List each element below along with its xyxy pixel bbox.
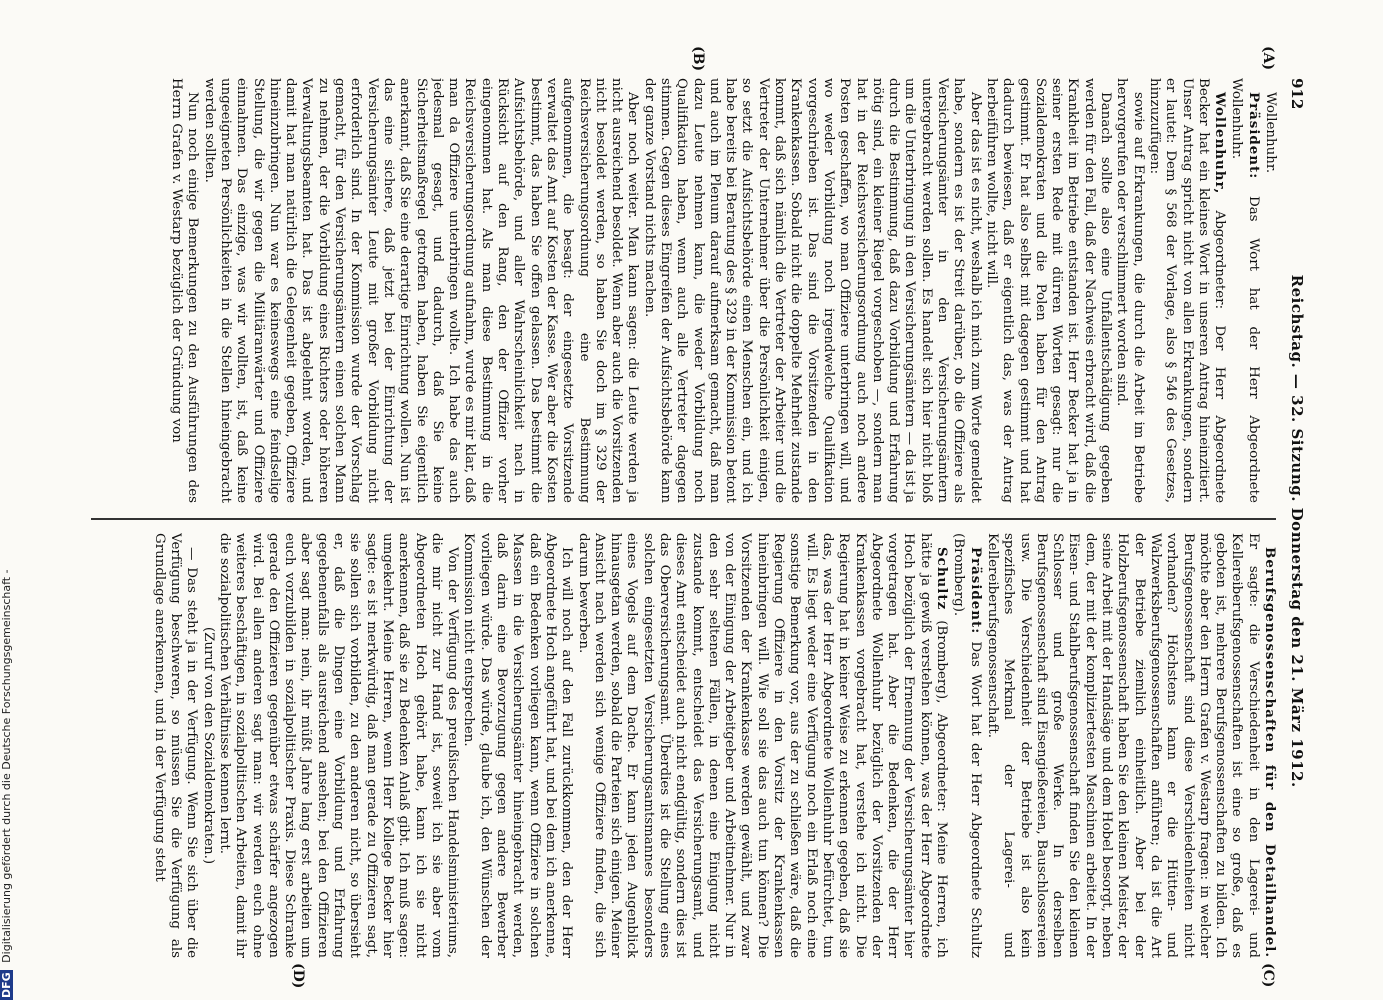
paragraph-text: Das Wort hat der Herr Abgeordnete Wollenhuhr. [1229,78,1261,503]
paragraph-text: Von der Verfügung des preußischen Handelsministeriums, die mir nicht zur Hand ist, soweit ich sie aber vom Abgeordneten Hoch gehört habe, kann ich sie nicht anerkennen, daß sie zu Bedenken Anlaß gibt. Ich muß sagen: umgekehrt. Meine Herren, wenn Herr Kollege Becker hier sagte: es ist merkwürdig, daß man gerade zu Offizieren sagt, sie sollen sich vorbilden, zu den anderen nicht, so übersieht er, daß die Dingen eine Vorbildung und Erfahrung gegebenenfalls als ausreichend ansehen; bei den Offizieren aber sagt man: nein, ihr müßt Jahre lang erst arbeiten um euch vorzubilden in sozialpolitischer Praxis. Diese Schranke gerade den Offizieren gegenüber etwas schärfer angezogen wird. Bei allen anderen sagt man: wir werden euch ohne weiteres beschäftigen, in sozialpolitischen Arbeiten, damit ihr die sozialpolitischen Verhältnisse kennen lernt. [217,533,461,958]
rotated-page-content [66,46,1306,989]
page-number: 912 [1288,78,1306,110]
paragraph [200,78,640,503]
page-header [1284,78,1306,983]
paragraph [574,533,950,958]
paragraph-text: Das Wort hat der Herr Abgeordnete Schultz (Bromberg). [951,533,983,958]
paragraph-text: Ich will noch auf den Fall zurückkommen, den der Herr Abgeordnete Hoch angeführt hat, und bei dem ich anerkenne, daß ein Bedenken vorliegen kann, wenn Offiziere in solchen Massen in die Versicherungsämter hineingebracht werden, daß darin eine Bevorzugung gegen andere Bewerber vorliegen würde. Das würde, glaube ich, den Wünschen der Kommission nicht entsprechen. [461,533,575,958]
speaker-name: Schultz [934,547,951,611]
paragraph [950,533,984,958]
paragraph-text: Aber noch weiter. Man kann sagen: die Leute werden ja nicht ausreichend besoldet. Wenn aber auch die Vorsitzenden nicht besoldet werden, so haben Sie doch im § 329 der Reichsversicherungsordnung eine Bestimmung aufgenommen, die besagt: der eingesetzte Vorsitzende verwaltet das Amt auf Kosten der Kasse. Wer aber die Kosten bestimmt, das haben Sie offen gelassen. Das bestimmt die Aufsichtsbehörde, und aller Wahrscheinlichkeit nach in Rücksicht auf den Rang, den der Offizier vorher eingenommen hat. Als man diese Bestimmung in die Reichsversicherungsordnung aufnahm, wurde es mir klar, daß man da Offiziere unterbringen wollte. Ich habe das auch jedesmal gesagt, und dadurch, daß Sie keine Sicherheitsmaßregel getroffen haben, haben Sie eigentlich anerkannt, daß Sie eine derartige Einrichtung wollen. Nun ist das eine sichere, daß jetzt bei der Einrichtung der Versicherungsämter Leute mit großer Vorbildung nicht erforderlich sind. In der Kommission wurde der Vorschlag gemacht, für den Versicherungsämtern einen solchen Mann zu nehmen, der die Vorbildung eines Richters oder höheren Verwaltungsbeamten hat. Das ist abgelehnt worden, und damit hat man natürlich die Gelegenheit gegeben, Offiziere hineinzubringen. Nun war es keineswegs eine feindselige Stellung, die wir gegen die Militäranwärter und Offiziere einnahmen. Das einzige, was wir wollten, ist, daß keine ungeeigneten Persönlichkeiten in die Stellen hineingebracht werden sollten. [201,78,641,503]
margin-marker-a: (A) [1260,46,1276,71]
paragraph-text: Danach sollte also eine Unfallentschädigung gegeben werden für den Fall, daß der Nachweis erbracht wird, daß die Krankheit im Betriebe entstanden ist. Herr Becker hat ja in seiner ersten Rede mit dürren Worten gesagt: nur die Sozialdemokraten und die Polen haben für den Antrag gestimmt. Er hat also selbst mit dagegen gestimmt und hat dadurch bewiesen, daß er eigentlich das, was der Antrag herbeiführen wollte, nicht will. [983,78,1114,503]
margin-marker-c: (C) [1260,963,1276,988]
paragraph [984,533,1278,958]
paragraph-text: sowie auf Erkrankungen, die durch die Arbeit im Betriebe hervorgerufen oder verschlimmert worden sind. [1114,78,1146,503]
paragraph [168,78,201,503]
speaker-name: Wollenhuhr, [1212,92,1229,195]
speaker-name: Präsident: [967,547,984,635]
paragraph [216,533,460,958]
paragraph [1228,78,1262,503]
paragraph [1146,78,1228,503]
paragraph-text: Er sagte: die Verschiedenheit in den Lagerei- und Kellereiberufsgenossenschaften ist eine so große, daß es geboten ist, mehrere Berufsgenossenschaften zu bilden. Ich möchte aber den Herrn Grafen v. Westarp fragen: in welcher Berufsgenossenschaft sind diese Verschiedenheiten nicht vorhanden? Höchstens kann er die Hütten- und Walzwerksberufsgenossenschaften anführen; da ist die Art der Betriebe ziemlich einheitlich. Aber bei der Holzberufsgenossenschaft haben Sie den kleinen Meister, der seine Arbeit mit der Handsäge und dem Hobel besorgt, neben dem, der mit der kompliziertesten Maschinen arbeitet. In der Eisen- und Stahlberufsgenossenschaft finden Sie den kleinen Schlosser und große Werke. In derselben Berufsgenossenschaft sind Eisengießereien, Bauschlossereien usw. Die Verschiedenheit der Betriebe ist also kein spezifisches Merkmal der Lagerei- und Kellereiberufsgenossenschaft. [984,533,1261,958]
margin-marker-b: (B) [690,46,706,72]
right-column-text [88,533,1278,958]
paragraph [1262,78,1278,503]
paragraph-text: Abgeordneter: Der Herr Abgeordnete Becker hat ein kleines Wort in unseren Antrag hineinzitiert. Unser Antrag spricht nicht von allen Erkrankungen, sondern er lautet: Dem § 568 der Vorlage, also § 546 des Gesetzes, hinzuzufügen: [1146,78,1228,503]
column-divider [91,518,1276,520]
paragraph [460,533,574,958]
speaker-name: Berufsgenossenschaften für den Detailhandel. [1262,547,1278,958]
footer-text: Digitalisierung gefördert durch die Deutsche Forschungsgemeinschaft - [0,569,13,963]
paragraph-text: Wollenhuhr. [1263,92,1278,174]
paragraph-text: Aber das ist es nicht, weshalb ich mich zum Worte gemeldet habe, sondern es ist der Streit darüber, ob die Offiziere als Versicherungsämter in den Versicherungsämtern untergebracht werden sollen. Es handelt sich hier nicht bloß um die Unterbringung in den Versicherungsämtern — da ist ja durch die Bestimmung, daß dazu Vorbildung und Erfahrung nötig sind, ein kleiner Riegel vorgeschoben —, sondern man hat in der Reichsversicherungsordnung auch noch andere Posten geschaffen, wo man Offiziere unterbringen will, und wo weder Vorbildung noch irgendwelche Qualifikation vorgeschrieben ist. Das sind die Vorsitzenden in den Krankenkassen. Sobald nicht die doppelte Mehrheit zustande kommt, daß sich nämlich die Vertreter der Arbeiter und die Vertreter der Unternehmer über die Persönlichkeit einigen, so setzt die Aufsichtsbehörde einen Menschen ein, und ich habe bereits bei Beratung des § 329 in der Kommission betont und auch im Plenum darauf aufmerksam gemacht, daß man dazu Leute nehmen kann, die weder Vorbildung noch Qualifikation haben, wenn auch alle Vertreter dagegen stimmen. Gegen dieses Eingreifen der Aufsichtsbehörde kann der ganze Vorstand nichts machen. [641,78,983,503]
paragraph-text: — Das steht ja in der Verfügung. Wenn Sie sich über die Verfügung beschweren, so müssen Sie die Verfügung als Grundlage anerkennen, und in der Verfügung steht [151,533,200,958]
dfg-logo: DFG [0,972,13,998]
paragraph [640,78,982,503]
paragraph [1113,78,1146,503]
margin-marker-d: (D) [290,963,306,989]
paragraph [199,533,215,958]
header-title: Reichstag. — 32. Sitzung. Donnerstag den 21. März 1912. [1288,274,1306,788]
speaker-name: Präsident: [1245,92,1262,180]
left-column-text [88,78,1278,503]
paragraph [151,533,200,958]
digitization-footer [0,0,14,1000]
paragraph-text: (Bromberg), Abgeordneter: Meine Herren, ich hätte ja gewiß verstehen können, was der Herr Abgeordnete Hoch bezüglich der Ernennung der Versicherungsämter hier vorgetragen hat. Aber die Bedenken, die der Herr Abgeordnete Wollenhuhr bezüglich der Vorsitzenden der Krankenkassen vorgebracht hat, verstehe ich nicht. Die Regierung hat in keiner Weise zu erkennen gegeben, daß sie das, was der Herr Abgeordnete Wollenhuhr befürchtet, tun will. Es liegt weder eine Verfügung noch ein Erlaß noch eine sonstige Bemerkung vor, aus der zu schließen wäre, daß die Regierung Offiziere in den Vorsitz der Krankenkassen hineinbringen will. Wie soll sie das auch tun können? Die Vorsitzenden der Krankenkasse werden gewählt, und zwar von der Einigung der Arbeitgeber und Arbeitnehmer. Nur in den sehr seltenen Fällen, in denen eine Einigung nicht zustande kommt, entscheidet das Versicherungsamt, und dieses Amt entscheidet auch nicht endgültig, sondern dies ist das Oberversicherungsamt. Überdies ist die Stellung eines solchen eingesetzten Versicherungsamtsmannes besonders eines Vogels auf dem Dache. Er kann jeden Augenblick hinausgetan werden, sobald die Parteien sich einigen. Meiner Ansicht nach werden sich wenige Offiziere finden, die sich darum bewerben. [575,533,950,958]
paragraph [983,78,1113,503]
paragraph-text: Nun noch einige Bemerkungen zu den Ausführungen des Herrn Grafen v. Westarp bezüglich der Gründung von [169,78,201,503]
paragraph-text: (Zuruf von den Sozialdemokraten.) [200,626,216,865]
